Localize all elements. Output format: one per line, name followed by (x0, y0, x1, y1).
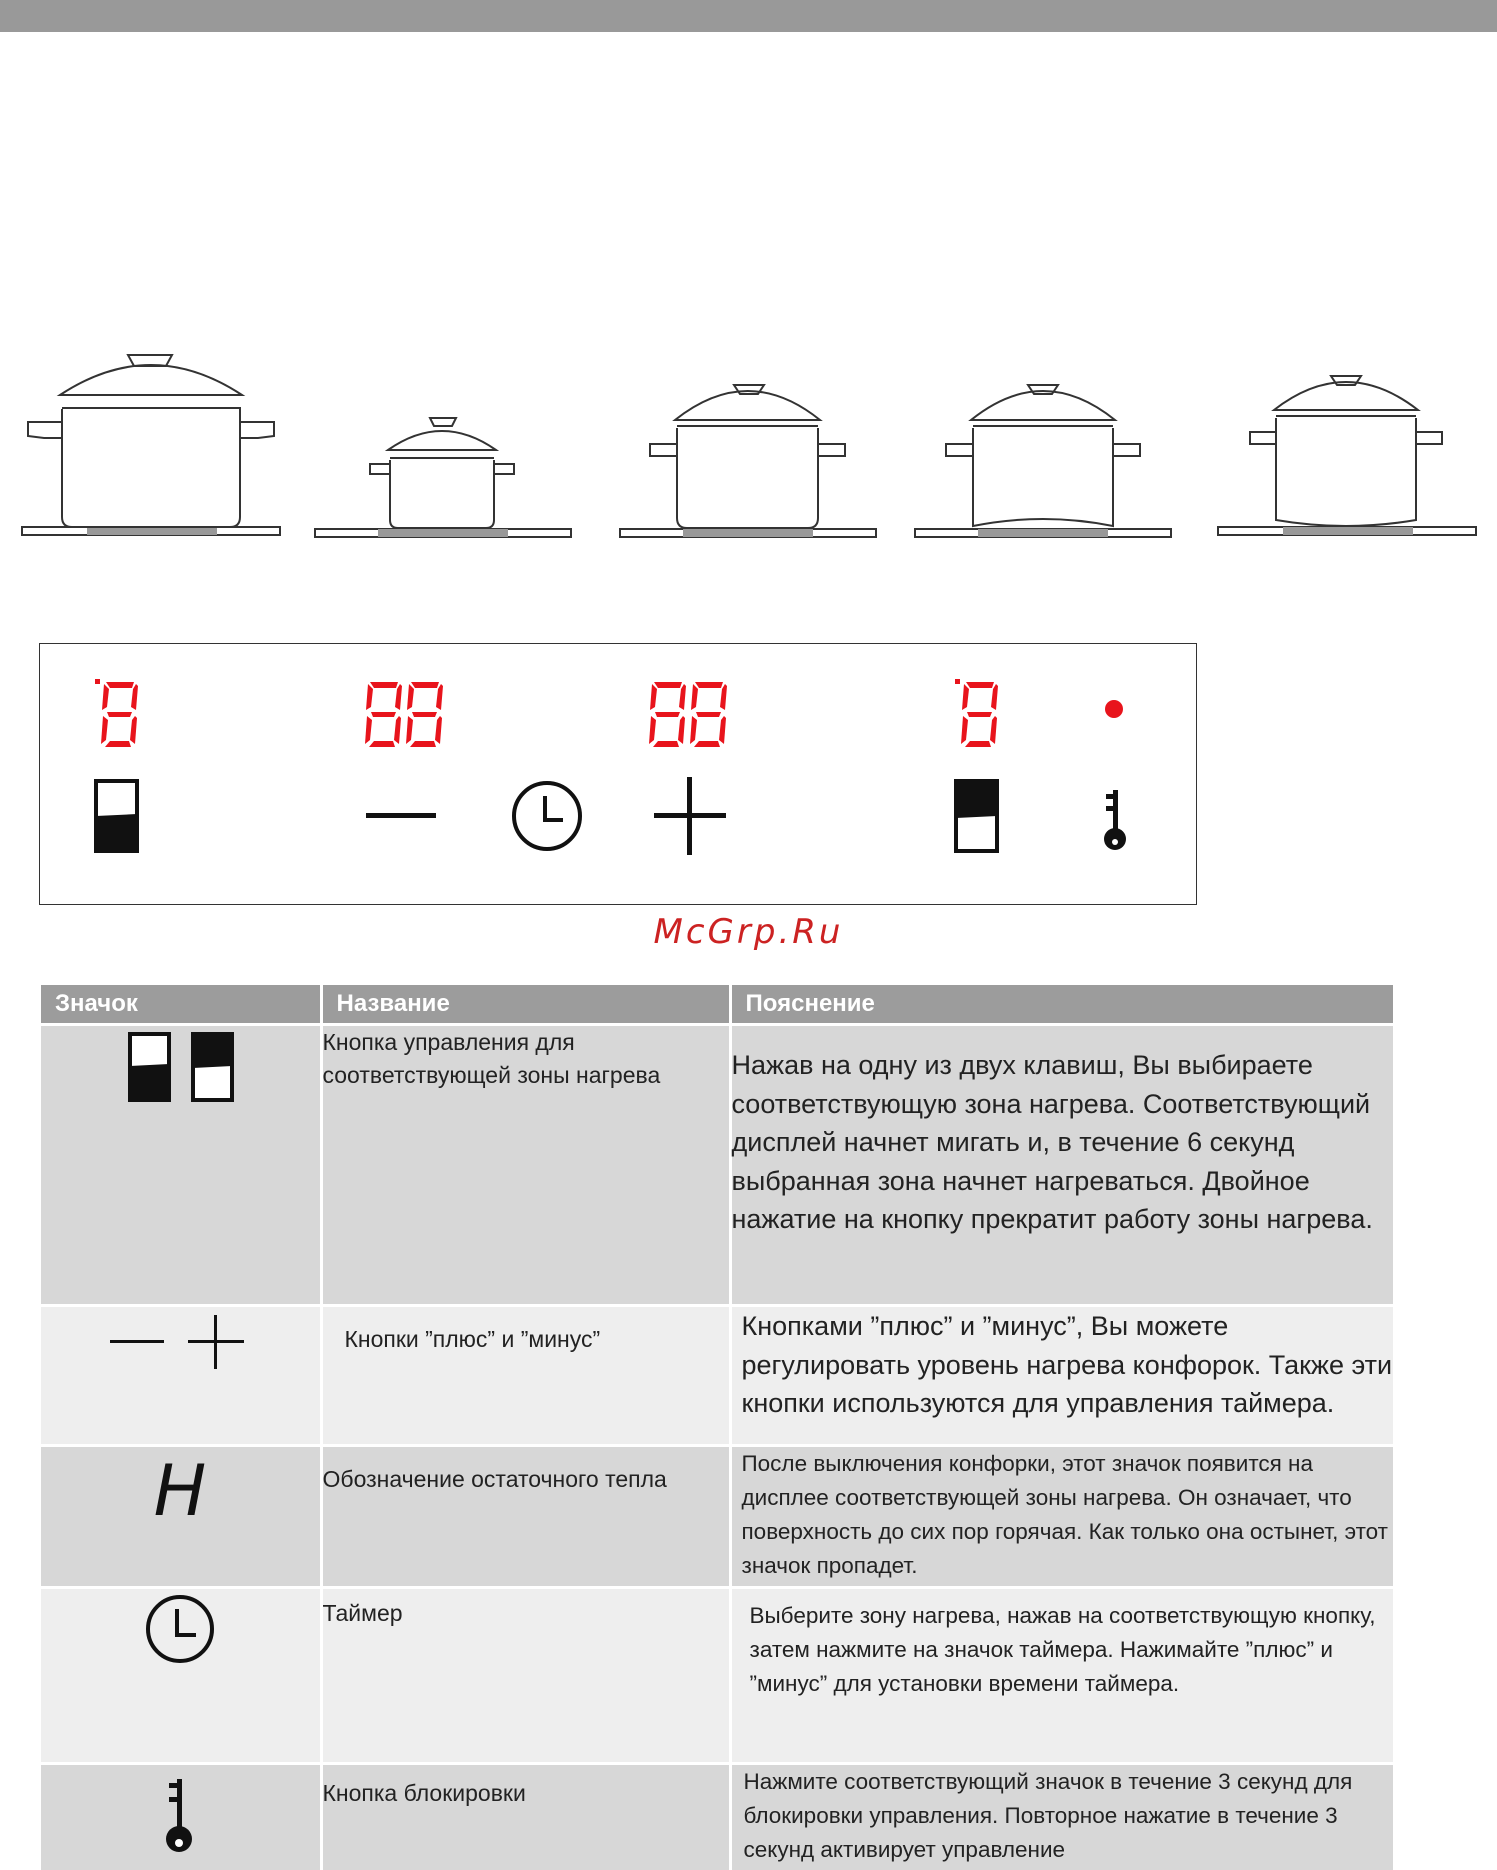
header-icon: Значок (41, 985, 321, 1025)
watermark: McGrp.Ru (653, 912, 844, 952)
zone-1-select-button[interactable] (96, 781, 137, 851)
top-header-bar (0, 0, 1497, 32)
header-desc: Пояснение (730, 985, 1394, 1025)
row-desc: Нажмите соответствующий значок в течение 3 секунд для блокировки управления. Повторное нажатие в течение 3 секунд активирует управление (730, 1764, 1394, 1870)
row-name: Обозначение остаточного тепла (321, 1446, 730, 1588)
table-row (41, 1025, 1394, 1306)
svg-text:H: H (153, 1450, 207, 1527)
display-timer-left (365, 682, 443, 747)
row-name: Кнопка управления для соответствующей зоны нагрева (321, 1025, 730, 1306)
pot-convex-bottom-icon (915, 385, 1171, 537)
table-row (41, 1764, 1394, 1870)
minus-plus-icon (100, 1307, 260, 1377)
cookware-diagram (0, 340, 1497, 550)
timer-icon (140, 1589, 220, 1669)
row-name: Кнопки ”плюс” и ”минус” (321, 1306, 730, 1446)
table-row (41, 1588, 1394, 1764)
lock-indicator-dot (1105, 700, 1123, 718)
row-icon-cell (41, 1588, 321, 1764)
lock-key-icon (155, 1775, 205, 1865)
table-row (41, 1446, 1394, 1588)
display-zone-2 (955, 679, 998, 747)
row-desc: После выключения конфорки, этот значок появится на дисплее соответствующей зоны нагрева. Он означает, что поверхность до сих пор горячая. Как только она остынет, этот значок пропадет. (730, 1446, 1394, 1588)
row-icon-cell (41, 1306, 321, 1446)
row-icon-cell (41, 1446, 321, 1588)
pot-small-icon (315, 418, 571, 537)
plus-button[interactable] (654, 777, 726, 855)
table-row (41, 1306, 1394, 1446)
row-name: Кнопка блокировки (321, 1764, 730, 1870)
pot-medium-icon (620, 385, 876, 537)
row-desc: Выберите зону нагрева, нажав на соответствующую кнопку, затем нажмите на значок таймера. Нажимайте ”плюс” и ”минус” для установки времени таймера. (730, 1588, 1394, 1764)
controls-table (41, 985, 1396, 1870)
timer-button[interactable] (514, 783, 580, 849)
display-zone-1 (95, 679, 138, 747)
lock-key-button[interactable] (1104, 790, 1126, 850)
pot-concave-bottom-icon (1218, 376, 1476, 535)
zone-select-buttons-icon (110, 1026, 250, 1106)
pot-large-icon (22, 355, 280, 535)
zone-2-select-button[interactable] (956, 781, 997, 851)
control-panel (39, 643, 1197, 905)
residual-heat-icon (145, 1447, 215, 1527)
row-desc: Кнопками ”плюс” и ”минус”, Вы можете регулировать уровень нагрева конфорок. Также эти кнопки используются для управления таймера. (730, 1306, 1394, 1446)
display-timer-right (649, 682, 727, 747)
row-desc: Нажав на одну из двух клавиш, Вы выбираете соответствующую зона нагрева. Соответствующий дисплей начнет мигать и, в течение 6 секунд выбранная зона начнет нагреваться. Двойное нажатие на кнопку прекратит работу зоны нагрева. (730, 1025, 1394, 1306)
row-name: Таймер (321, 1588, 730, 1764)
table-header-row (41, 985, 1394, 1025)
header-name: Название (321, 985, 730, 1025)
row-icon-cell (41, 1764, 321, 1870)
row-icon-cell (41, 1025, 321, 1306)
minus-button[interactable] (366, 813, 436, 818)
